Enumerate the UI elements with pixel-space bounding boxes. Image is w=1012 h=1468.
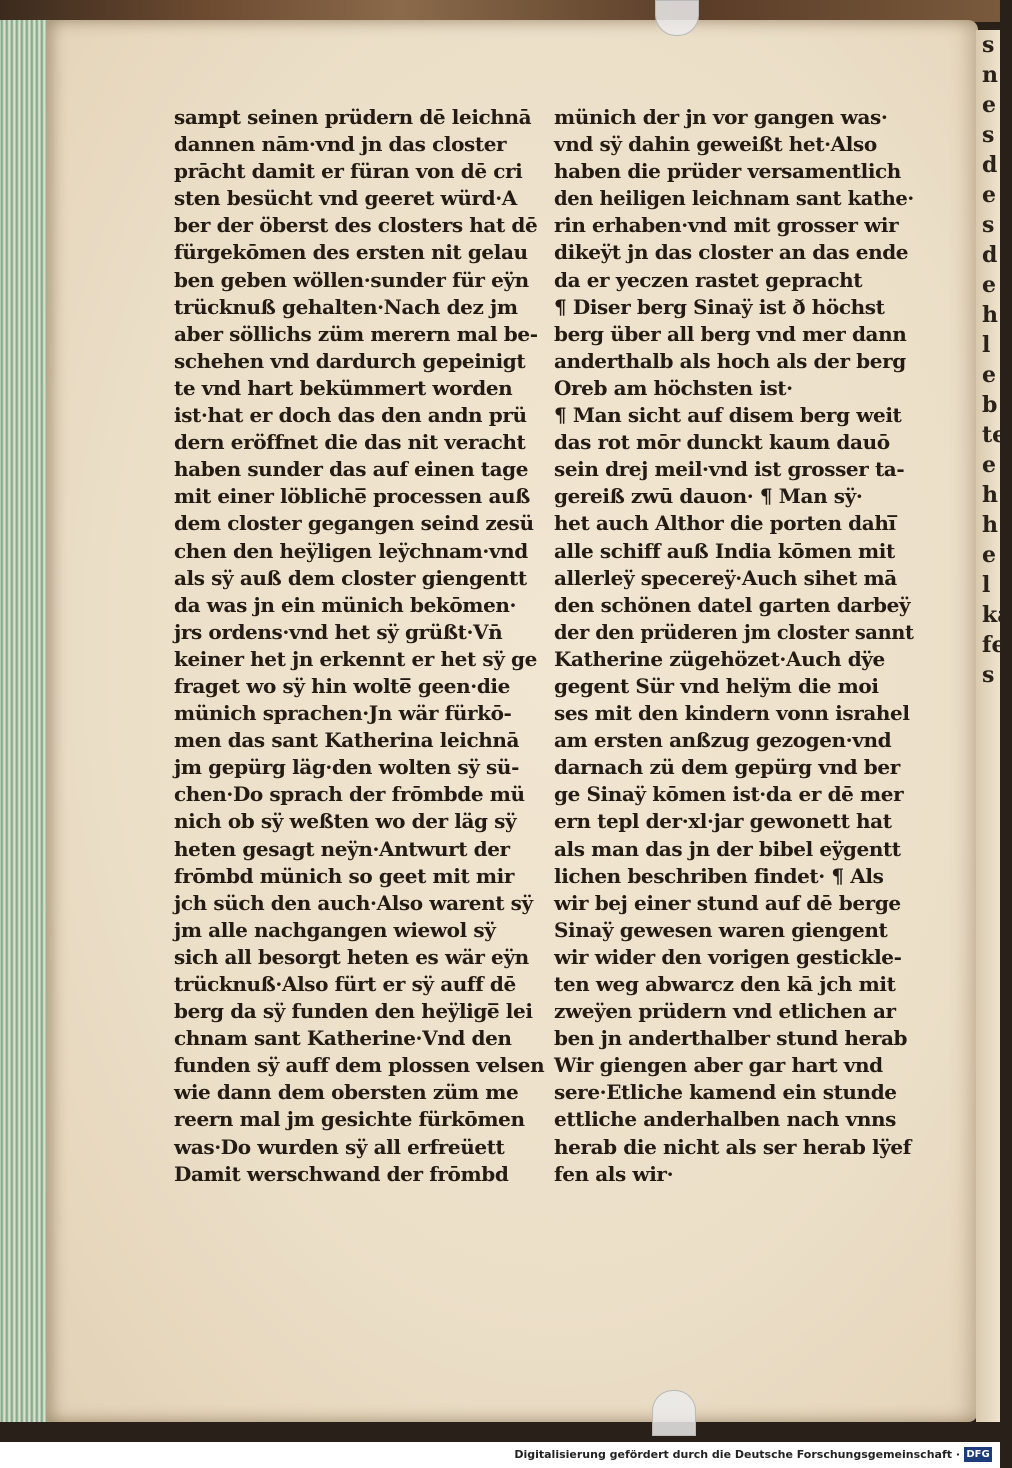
text-line: als man das jn der bibel eÿgentt	[554, 836, 901, 861]
text-line: Damit werschwand der frōmbd	[174, 1161, 509, 1186]
funding-credit: Digitalisierung gefördert durch die Deutsche Forschungsgemeinschaft ·	[514, 1448, 960, 1461]
text-column-right	[554, 104, 914, 1188]
text-column-left	[174, 104, 544, 1188]
text-line: sich all besorgt heten es wär eÿn	[174, 944, 529, 969]
text-line: heten gesagt neÿn·Antwurt der	[174, 836, 510, 861]
text-line: ten weg abwarcz den kā jch mit	[554, 972, 896, 996]
text-line: herab die nicht als ser herab lÿef	[554, 1134, 911, 1159]
adjacent-page-glyph: e	[982, 92, 996, 118]
text-line: da er yeczen rastet gepracht	[554, 267, 863, 292]
text-line: Sinaÿ gewesen waren giengent	[554, 917, 888, 942]
text-line: münich sprachen·Jn wär fürkō-	[174, 701, 512, 726]
adjacent-page-glyph: s	[982, 122, 995, 148]
page-edges	[0, 20, 51, 1422]
text-line: schehen vnd dardurch gepeinigt	[174, 348, 526, 373]
text-line: ¶ Man sicht auf disem berg weit	[554, 403, 902, 428]
text-line: chen·Do sprach der frōmbde mü	[174, 782, 525, 807]
text-line: vnd sÿ dahin geweißt het·Also	[554, 132, 877, 157]
text-line: mit einer löbliche̅ processen auß	[174, 484, 530, 509]
text-line: dikeÿt jn das closter an das ende	[554, 240, 909, 265]
text-line: reern mal jm gesichte fürkōmen	[174, 1107, 525, 1132]
text-line: der den prüderen jm closter sannt	[554, 619, 914, 644]
text-line: funden sÿ auff dem plossen velsen	[174, 1053, 545, 1078]
text-line: sein drej meil·vnd ist grosser ta-	[554, 457, 905, 482]
text-line: men das sant Katherina leichnā	[174, 728, 520, 753]
text-line: den heiligen leichnam sant kathe·	[554, 186, 914, 211]
text-line: sten besücht vnd geeret würd·A	[174, 186, 517, 211]
text-line: ses mit den kindern vonn israhel	[554, 701, 910, 726]
text-line: rin erhaben·vnd mit grosser wir	[554, 213, 899, 238]
text-line: wie dann dem obersten züm me	[174, 1080, 519, 1105]
page-clip-bottom	[652, 1390, 696, 1436]
text-line: ¶ Diser berg Sinaÿ ist ð höchst	[554, 294, 885, 319]
text-line: sampt seinen prüdern dē leichnā	[174, 105, 532, 129]
adjacent-page-glyph: h	[982, 302, 998, 328]
adjacent-page-glyph: s	[982, 662, 995, 688]
text-line: trücknuß gehalten·Nach dez jm	[174, 294, 518, 319]
text-line: münich der jn vor gangen was·	[554, 105, 888, 129]
text-line: dem closter gegangen seind zesü	[174, 511, 534, 536]
text-line: alle schiff auß India kōmen mit	[554, 538, 895, 563]
text-line: ern tepl der·xl·jar gewonett hat	[554, 809, 892, 834]
text-line: fürgekōmen des ersten nit gelau	[174, 240, 528, 265]
adjacent-page-glyph: b	[982, 392, 998, 418]
text-line: am ersten anßzug gezogen·vnd	[554, 728, 892, 753]
text-line: gegent Sür vnd helÿm die moi	[554, 673, 879, 698]
text-line: Katherine zügehözet·Auch dÿe	[554, 646, 885, 671]
text-line: ettliche anderhalben nach vnns	[554, 1107, 897, 1132]
text-line: chnam sant Katherine·Vnd den	[174, 1026, 512, 1051]
adjacent-page-glyph: e	[982, 452, 996, 478]
text-line: da was jn ein münich bekōmen·	[174, 592, 517, 617]
text-line: fen als wir·	[554, 1161, 674, 1186]
text-line: fraget wo sÿ hin wolte̅ geen·die	[174, 673, 510, 698]
adjacent-page-glyph: h	[982, 482, 998, 508]
text-line: dern eröffnet die das nit veracht	[174, 430, 526, 455]
adjacent-page-glyph: fe	[982, 632, 1006, 658]
text-line: dannen nām·vnd jn das closter	[174, 132, 507, 157]
text-line: was·Do wurden sÿ all erfreüett	[174, 1134, 505, 1159]
text-line: berg über all berg vnd mer dann	[554, 321, 907, 346]
text-line: ber der öberst des closters hat dē	[174, 213, 538, 238]
text-line: haben die prüder versamentlich	[554, 159, 901, 184]
text-line: den schönen datel garten darbeÿ	[554, 592, 911, 617]
text-line: das rot mōr dunckt kaum dauō	[554, 430, 890, 455]
text-line: wir wider den vorigen gestickle-	[554, 944, 902, 969]
text-line: allerleÿ specereÿ·Auch sihet mā	[554, 565, 897, 590]
adjacent-page-glyph: d	[982, 152, 998, 178]
text-line: wir bej einer stund auf dē berge	[554, 890, 901, 915]
text-line: darnach zü dem gepürg vnd ber	[554, 755, 900, 780]
text-line: jch süch den auch·Also warent sÿ	[174, 890, 533, 915]
text-line: haben sunder das auf einen tage	[174, 457, 529, 482]
text-line: sere·Etliche kamend ein stunde	[554, 1080, 897, 1105]
adjacent-page-glyph: d	[982, 242, 998, 268]
text-line: jrs ordens·vnd het sÿ grüßt·Vn̄	[174, 619, 503, 644]
text-line: jm gepürg läg·den wolten sÿ sü-	[174, 755, 519, 780]
text-line: ben geben wöllen·sunder für eÿn	[174, 267, 529, 292]
adjacent-page-glyph: e	[982, 182, 996, 208]
adjacent-page-glyph: h	[982, 512, 998, 538]
text-line: frōmbd münich so geet mit mir	[174, 863, 514, 888]
adjacent-page-glyph: l	[982, 572, 991, 598]
adjacent-page-glyph: n	[982, 62, 998, 88]
adjacent-page-glyph: e	[982, 272, 996, 298]
text-line: aber söllichs züm merern mal be-	[174, 321, 538, 346]
dfg-logo: DFG	[964, 1447, 992, 1462]
adjacent-page-glyph: te	[982, 422, 1007, 448]
adjacent-page-glyph: s	[982, 32, 995, 58]
text-line: berg da sÿ funden den heÿlige̅ lei	[174, 999, 533, 1024]
text-line: prācht damit er füran von dē cri	[174, 159, 523, 184]
text-line: het auch Althor die porten dahi̅	[554, 511, 896, 536]
text-line: ge Sinaÿ kōmen ist·da er dē mer	[554, 782, 904, 807]
text-line: lichen beschriben findet· ¶ Als	[554, 863, 884, 888]
book-top-edge	[0, 0, 1000, 22]
text-line: ist·hat er doch das den andn prü	[174, 403, 527, 428]
text-line: nich ob sÿ weßten wo der läg sÿ	[174, 809, 517, 834]
adjacent-page-glyph: l	[982, 332, 991, 358]
adjacent-page-glyph: e	[982, 542, 996, 568]
footer-bar	[0, 1442, 1000, 1468]
text-line: keiner het jn erkennt er het sÿ ge	[174, 646, 537, 671]
text-line: te vnd hart bekümmert worden	[174, 375, 513, 400]
text-line: zweÿen prüdern vnd etlichen ar	[554, 999, 896, 1024]
text-line: chen den heÿligen leÿchnam·vnd	[174, 538, 528, 563]
text-line: als sÿ auß dem closter giengentt	[174, 565, 527, 590]
adjacent-page-edge	[976, 30, 1012, 1422]
text-line: Oreb am höchsten ist·	[554, 375, 793, 400]
text-line: jm alle nachgangen wiewol sÿ	[174, 917, 496, 942]
adjacent-page-glyph: e	[982, 362, 996, 388]
adjacent-page-glyph: s	[982, 212, 995, 238]
text-line: trücknuß·Also fürt er sÿ auff dē	[174, 972, 516, 996]
text-line: gereiß zwū dauon· ¶ Man sÿ·	[554, 484, 863, 509]
text-line: ben jn anderthalber stund herab	[554, 1026, 908, 1051]
text-line: anderthalb als hoch als der berg	[554, 348, 906, 373]
text-line: Wir giengen aber gar hart vnd	[554, 1053, 883, 1078]
adjacent-page-glyph: ka	[982, 602, 1012, 628]
